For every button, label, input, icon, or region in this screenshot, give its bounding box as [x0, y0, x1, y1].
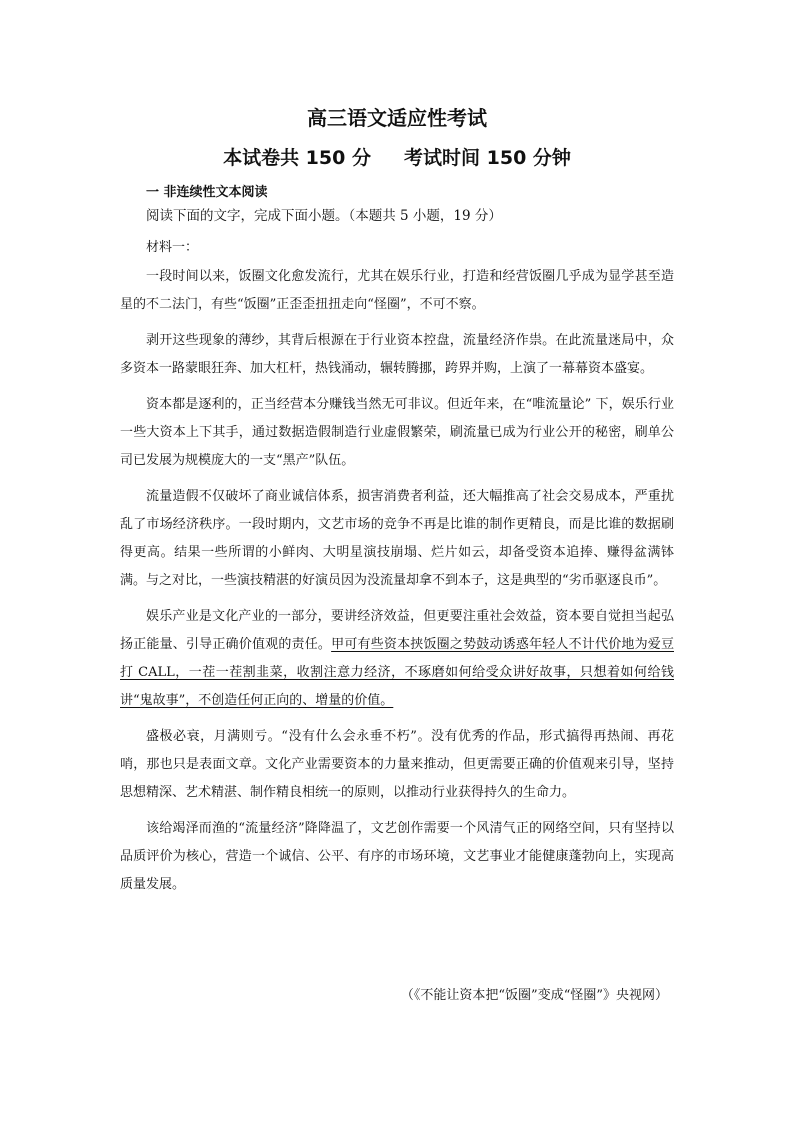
article-source: （《不能让资本把“饭圈”变成“怪圈”》央视网）: [400, 988, 668, 1003]
paragraph-7: [120, 815, 674, 899]
paragraph-6: [120, 723, 674, 807]
paragraph-text: 流量造假不仅破坏了商业诚信体系，损害消费者利益，还大幅推高了社会交易成本，严重扰乱了市场经济秩序。一段时期内，文艺市场的竞争不再是比谁的制作更精良，而是比谁的数据刷得更高。结果一些所谓的小鲜肉、大明星演技崩塌、烂片如云，却备受资本追捧、赚得盆满钵满。与之对比，一些演技精湛的好演员因为没流量却拿不到本子，这是典型的“劣币驱逐良币”。: [120, 489, 674, 588]
paragraph-1: [120, 263, 674, 319]
material-label: 材料一：: [146, 240, 199, 255]
reading-instruction: 阅读下面的文字，完成下面小题。（本题共 5 小题，19 分）: [146, 208, 502, 224]
paragraph-text: 盛极必衰，月满则亏。“没有什么会永垂不朽”。没有优秀的作品，形式搞得再热闹、再花哨，那也只是表面文章。文化产业需要资本的力量来推动，但更需要正确的价值观来引导，坚持思想精深、艺术精湛、制作精良相统一的原则，以推动行业获得持久的生命力。: [120, 729, 674, 800]
paragraph-text: 娱乐产业是文化产业的一部分，要讲经济效益，但更要注重社会效益，资本要自觉担当起弘扬正能量、引导正确价值观的责任。: [120, 609, 674, 652]
underlined-passage-jia: 甲可有些资本挟饭圈之势鼓动诱惑年轻人不计代价地为爱豆打 CALL，一茬一茬割韭菜，收割注意力经济，不琢磨如何给受众讲好故事，只想着如何给钱讲“鬼故事”，不创造任何正向的、增量的价值。: [120, 637, 674, 708]
paragraph-3: [120, 391, 674, 475]
paragraph-4: [120, 483, 674, 595]
paragraph-text: 该给竭泽而渔的“流量经济”降降温了，文艺创作需要一个风清气正的网络空间，只有坚持以品质评价为核心，营造一个诚信、公平、有序的市场环境，文艺事业才能健康蓬勃向上，实现高质量发展。: [120, 821, 674, 892]
paragraph-5: [120, 603, 674, 715]
exam-title: 高三语文适应性考试: [307, 106, 487, 130]
paragraph-text: 资本都是逐利的，正当经营本分赚钱当然无可非议。但近年来，在“唯流量论” 下，娱乐行业一些大资本上下其手，通过数据造假制造行业虚假繁荣，刷流量已成为行业公开的秘密，刷单公司已发展为规模庞大的一支“黑产”队伍。: [120, 397, 674, 468]
exam-subtitle: 本试卷共 150 分 考试时间 150 分钟: [223, 147, 571, 169]
paragraph-text: 剥开这些现象的薄纱，其背后根源在于行业资本控盘，流量经济作祟。在此流量迷局中，众多资本一路蒙眼狂奔、加大杠杆，热钱涌动，辗转腾挪，跨界并购，上演了一幕幕资本盛宴。: [120, 333, 674, 376]
section-heading: 一 非连续性文本阅读: [146, 185, 268, 200]
article-body: [120, 263, 674, 907]
paragraph-text: 一段时间以来，饭圈文化愈发流行，尤其在娱乐行业，打造和经营饭圈几乎成为显学甚至造星的不二法门，有些“饭圈”正歪歪扭扭走向“怪圈”，不可不察。: [120, 269, 674, 312]
paragraph-2: [120, 327, 674, 383]
